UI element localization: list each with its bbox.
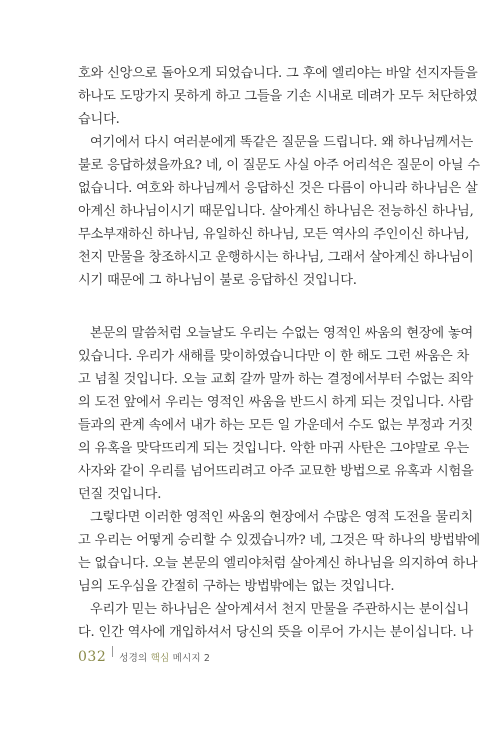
- text-line: 고 우리는 어떻게 승리할 수 있겠습니까? 네, 그것은 딱 하나의 방법밖에: [78, 533, 480, 548]
- text-line: 무소부재하신 하나님, 유일하신 하나님, 모든 역사의 주인이신 하나님,: [78, 227, 470, 242]
- text-line: 없습니다. 여호와 하나님께서 응답하신 것은 다름이 아니라 하나님은 살: [78, 181, 478, 196]
- body-text: [78, 62, 480, 644]
- text-line: 불로 응답하셨을까요? 네, 이 질문도 사실 아주 어리석은 질문이 아닐 수: [78, 158, 480, 173]
- text-line: 그렇다면 이러한 영적인 싸움의 현장에서 수많은 영적 도전을 물리치: [90, 510, 474, 525]
- running-title: [119, 650, 210, 664]
- text-line: 사자와 같이 우리를 넘어뜨리려고 아주 교묘한 방법으로 유혹과 시험을: [78, 464, 474, 479]
- text-line: 본문의 말씀처럼 오늘날도 우리는 수없는 영적인 싸움의 현장에 놓여: [90, 326, 474, 341]
- paragraph-gap: [78, 292, 424, 322]
- running-title-accent: 핵심: [150, 653, 170, 664]
- text-line: 호와 신앙으로 돌아오게 되었습니다. 그 후에 엘리야는 바알 선지자들을: [78, 66, 478, 81]
- text-line: 던질 것입니다.: [78, 487, 162, 502]
- text-line: 시기 때문에 그 하나님이 불로 응답하신 것입니다.: [78, 273, 357, 288]
- text-line: 고 넘칠 것입니다. 오늘 교회 갈까 말까 하는 결정에서부터 수없는 죄악: [78, 372, 474, 387]
- text-line: 의 유혹을 맞닥뜨리게 되는 것입니다. 악한 마귀 사탄은 그야말로 우는: [78, 441, 470, 456]
- text-line: 있습니다. 우리가 새해를 맞이하였습니다만 이 한 해도 그런 싸움은 차: [78, 349, 470, 364]
- text-line: 들과의 관계 속에서 내가 하는 모든 일 가운데서 수도 없는 부정과 거짓: [78, 418, 474, 433]
- text-line: 는 없습니다. 오늘 본문의 엘리야처럼 살아계신 하나님을 의지하여 하나: [78, 556, 478, 571]
- text-line: 우리가 믿는 하나님은 살아계셔서 천지 만물을 주관하시는 분이십니: [90, 602, 470, 617]
- page-number: 032: [78, 649, 107, 665]
- text-line: 여기에서 다시 여러분에게 똑같은 질문을 드립니다. 왜 하나님께서는: [90, 135, 474, 150]
- text-line: 아계신 하나님이시기 때문입니다. 살아계신 하나님은 전능하신 하나님,: [78, 204, 474, 219]
- text-line: 님의 도우심을 간절히 구하는 방법밖에는 없는 것입니다.: [78, 579, 395, 594]
- running-title-prefix: 성경의: [119, 653, 151, 664]
- running-title-suffix: 메시지 2: [169, 653, 211, 664]
- text-line: 의 도전 앞에서 우리는 영적인 싸움을 반드시 하게 되는 것입니다. 사람: [78, 395, 474, 410]
- text-line: 습니다.: [78, 112, 120, 127]
- text-line: 다. 인간 역사에 개입하셔서 당신의 뜻을 이루어 가시는 분이십니다. 나: [78, 625, 474, 640]
- page-footer: [78, 649, 210, 665]
- footer-divider: [112, 646, 113, 657]
- text-line: 천지 만물을 창조하시고 운행하시는 하나님, 그래서 살아계신 하나님이: [78, 250, 474, 265]
- text-line: 하나도 도망가지 못하게 하고 그들을 기손 시내로 데려가 모두 처단하였: [78, 89, 478, 104]
